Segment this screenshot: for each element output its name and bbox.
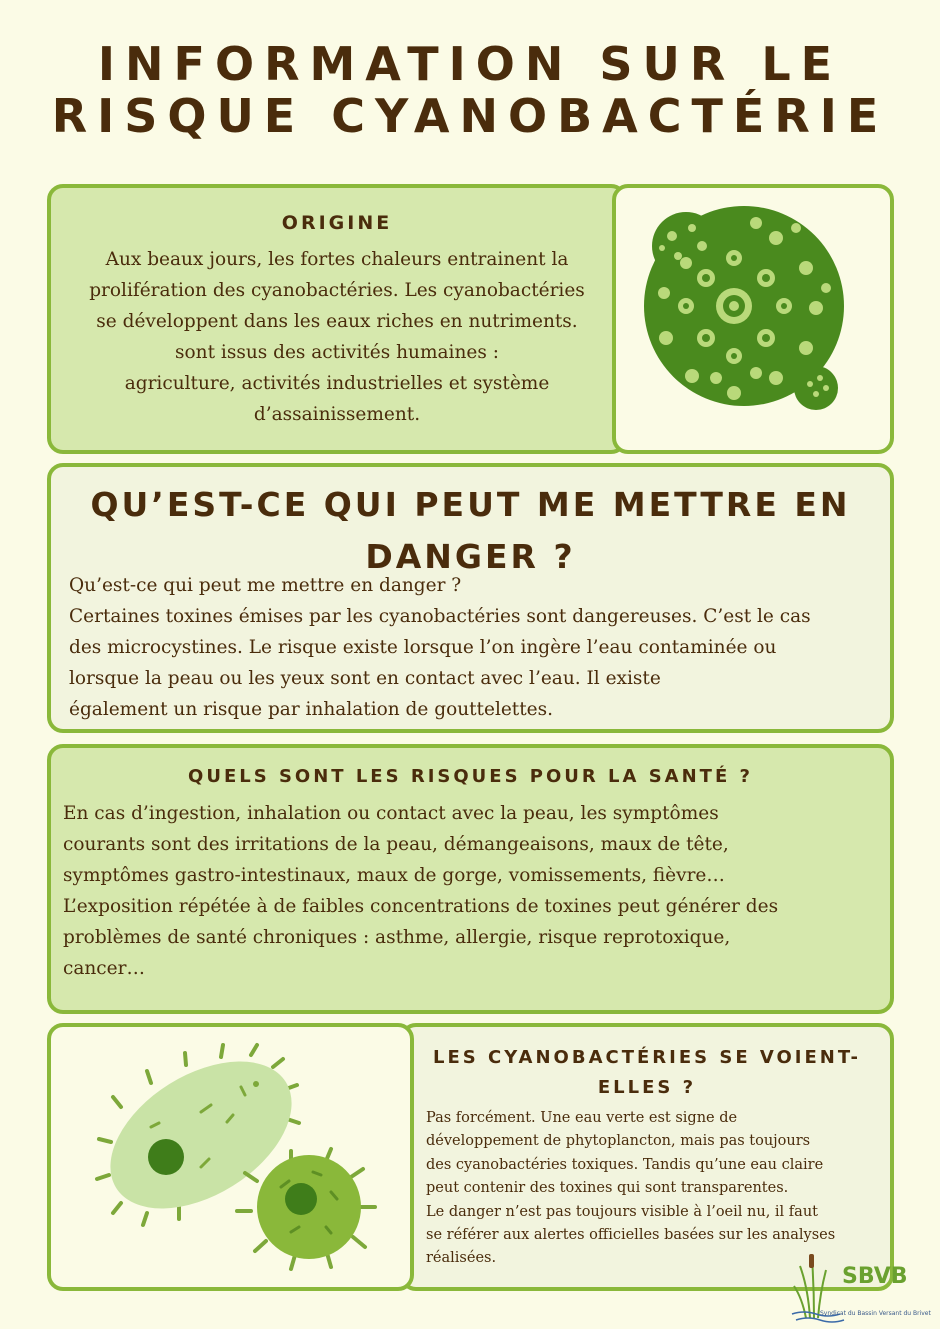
- risques-section: [47, 744, 894, 1014]
- visibles-line: Le danger n’est pas toujours visible à l’oeil nu, il faut: [426, 1203, 818, 1220]
- logo-subtitle: Syndicat du Bassin Versant du Brivet: [820, 1310, 931, 1317]
- origine-heading: ORIGINE: [281, 212, 393, 234]
- risques-line: cancer…: [63, 958, 145, 979]
- origine-line: prolifération des cyanobactéries. Les cyanobactéries: [89, 280, 585, 301]
- bacteria-illustration: [51, 1027, 410, 1287]
- colony-illustration: [616, 188, 890, 450]
- danger-section: [47, 463, 894, 733]
- visibles-text: [426, 1107, 876, 1271]
- visibles-heading-line: LES CYANOBACTÉRIES SE VOIENT-: [433, 1047, 861, 1068]
- origine-text: [51, 244, 623, 430]
- risques-line: courants sont des irritations de la peau, démangeaisons, maux de tête,: [63, 834, 729, 855]
- visibles-heading-line: ELLES ?: [597, 1077, 697, 1098]
- risques-line: En cas d’ingestion, inhalation ou contact avec la peau, les symptômes: [63, 803, 719, 824]
- logo-name: SBVB: [842, 1264, 908, 1289]
- page-title: [0, 38, 940, 142]
- origine-line: sont issus des activités humaines :: [175, 342, 499, 363]
- sbvb-logo: [790, 1248, 930, 1326]
- risques-line: problèmes de santé chroniques : asthme, allergie, risque reprotoxique,: [63, 927, 731, 948]
- visibles-heading: [424, 1043, 870, 1103]
- danger-heading: [51, 479, 890, 583]
- risques-text: [63, 798, 870, 984]
- origine-line: d’assainissement.: [253, 404, 421, 425]
- origine-line: Aux beaux jours, les fortes chaleurs entrainent la: [105, 249, 569, 270]
- risques-heading: QUELS SONT LES RISQUES POUR LA SANTÉ ?: [188, 766, 753, 787]
- visibles-line: Pas forcément. Une eau verte est signe de: [426, 1110, 738, 1126]
- visibles-line: réalisées.: [426, 1250, 497, 1267]
- visibles-line: peut contenir des toxines qui sont transparentes.: [426, 1180, 789, 1197]
- visibles-line: des cyanobactéries toxiques. Tandis qu’une eau claire: [426, 1156, 824, 1173]
- danger-heading-line: QU’EST-CE QUI PEUT ME METTRE EN: [90, 485, 851, 524]
- danger-line: Certaines toxines émises par les cyanobactéries sont dangereuses. C’est le cas: [69, 606, 811, 627]
- origine-line: se développent dans les eaux riches en nutriments.: [96, 311, 578, 332]
- bacteria-image: [47, 1023, 414, 1291]
- title-line-1: INFORMATION SUR LE: [97, 37, 843, 91]
- cyanobacteria-colony-image: [612, 184, 894, 454]
- danger-line: des microcystines. Le risque existe lorsque l’on ingère l’eau contaminée ou: [69, 637, 777, 658]
- risques-line: L’exposition répétée à de faibles concentrations de toxines peut générer des: [63, 896, 779, 917]
- title-line-2: RISQUE CYANOBACTÉRIE: [51, 89, 889, 143]
- visibles-line: se référer aux alertes officielles basées sur les analyses: [426, 1227, 836, 1244]
- danger-question: Qu’est-ce qui peut me mettre en danger ?: [69, 575, 462, 596]
- visibles-line: développement de phytoplancton, mais pas toujours: [426, 1133, 811, 1150]
- danger-heading-line: DANGER ?: [365, 537, 576, 576]
- origine-section: [47, 184, 627, 454]
- danger-text: [69, 601, 890, 725]
- danger-line: également un risque par inhalation de gouttelettes.: [69, 699, 553, 720]
- danger-line: lorsque la peau ou les yeux sont en contact avec l’eau. Il existe: [69, 668, 661, 689]
- risques-line: symptômes gastro-intestinaux, maux de gorge, vomissements, fièvre…: [63, 865, 725, 886]
- origine-line: agriculture, activités industrielles et système: [124, 373, 550, 394]
